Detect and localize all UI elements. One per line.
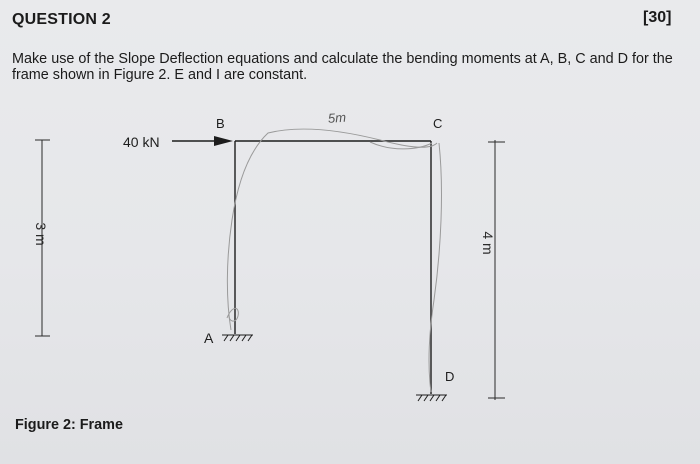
load-arrow [172,136,233,146]
question-text: Make use of the Slope Deflection equations and calculate the bending moments at A, B, C and D for the frame shown in Figure 2. E and I are constant. [12,51,673,83]
pencil-deflected-shape [227,129,441,392]
right-dimension-line [488,140,505,400]
support-a [222,335,253,341]
left-dimension-label: 3 m [33,222,49,246]
question-marks: [30] [643,9,672,26]
support-d [416,395,447,401]
node-label-b: B [216,116,225,131]
figure-caption: Figure 2: Frame [15,417,123,433]
frame-members [235,141,431,394]
right-dimension-label: 4 m [480,231,496,255]
question-heading: QUESTION 2 [12,11,111,28]
node-label-c: C [433,116,443,131]
node-label-d: D [445,369,455,384]
top-dimension-label: 5m [327,109,347,126]
node-label-a: A [204,330,214,346]
load-label: 40 kN [123,134,160,150]
